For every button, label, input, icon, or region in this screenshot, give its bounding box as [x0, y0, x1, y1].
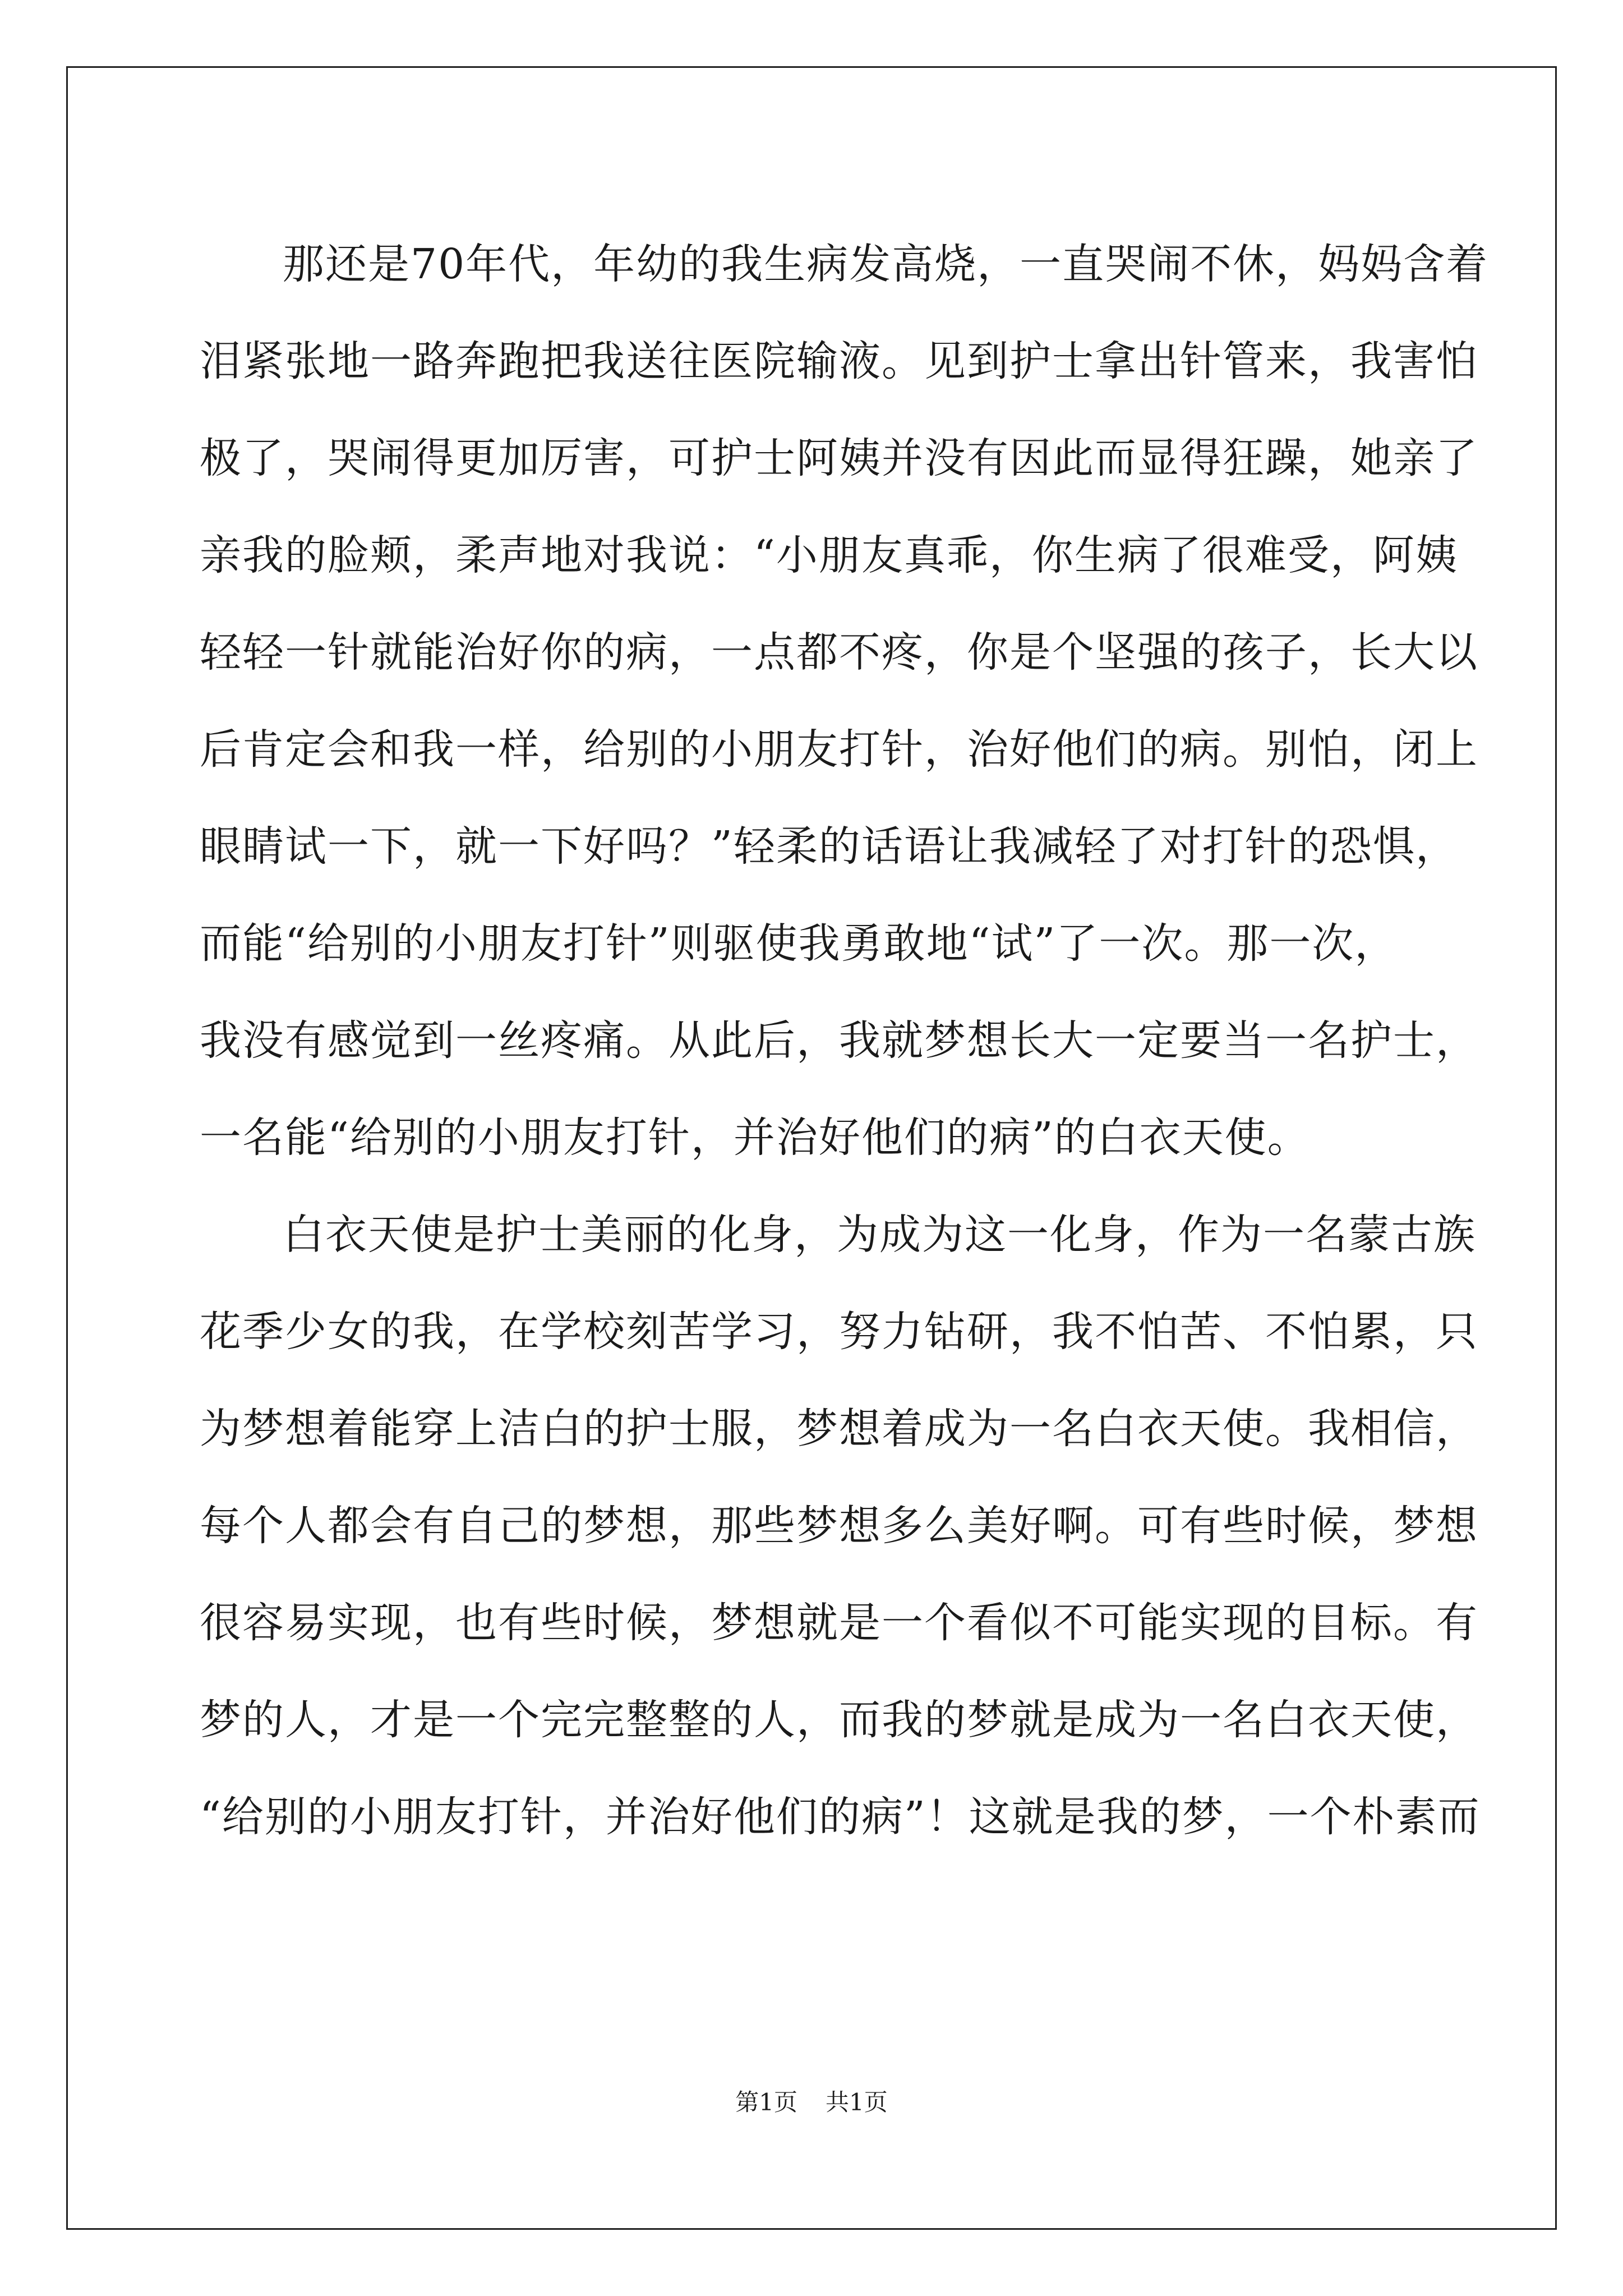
paragraph-2-line-2: 花季少女的我，在学校刻苦学习，努力钻研，我不怕苦、不怕累，只	[200, 1308, 1478, 1356]
paragraph-1-line-10: 一名能“给别的小朋友打针，并治好他们的病”的白衣天使。	[200, 1114, 1310, 1162]
paragraph-1-line-3: 极了，哭闹得更加厉害，可护士阿姨并没有因此而显得狂躁，她亲了	[200, 434, 1478, 482]
paragraph-2-line-3: 为梦想着能穿上洁白的护士服，梦想着成为一名白衣天使。我相信，	[200, 1405, 1478, 1453]
paragraph-2-line-6: 梦的人，才是一个完完整整的人，而我的梦就是成为一名白衣天使，	[200, 1696, 1478, 1744]
paragraph-2-line-5: 很容易实现，也有些时候，梦想就是一个看似不可能实现的目标。有	[200, 1599, 1478, 1647]
paragraph-1-line-5: 轻轻一针就能治好你的病，一点都不疼，你是个坚强的孩子，长大以	[200, 628, 1478, 677]
paragraph-2-line-4: 每个人都会有自己的梦想，那些梦想多么美好啊。可有些时候，梦想	[200, 1502, 1478, 1550]
page-footer	[0, 2086, 1623, 2119]
paragraph-1-line-1: 那还是70年代，年幼的我生病发高烧，一直哭闹不休，妈妈含着	[283, 240, 1489, 288]
page-number-total: 共1页	[826, 2088, 888, 2116]
paragraph-1-line-8: 而能“给别的小朋友打针”则驱使我勇敢地“试”了一次。那一次，	[200, 919, 1398, 968]
page-number-current: 第1页	[735, 2088, 797, 2116]
document-body	[200, 216, 1489, 1866]
paragraph-2-line-1: 白衣天使是护士美丽的化身，为成为这一化身，作为一名蒙古族	[283, 1211, 1476, 1259]
paragraph-1-line-2: 泪紧张地一路奔跑把我送往医院输液。见到护士拿出针管来，我害怕	[200, 337, 1478, 385]
paragraph-1-line-7: 眼睛试一下，就一下好吗？”轻柔的话语让我减轻了对打针的恐惧，	[200, 822, 1458, 871]
paragraph-2-line-7: “给别的小朋友打针，并治好他们的病”！这就是我的梦，一个朴素而	[200, 1793, 1481, 1841]
paragraph-1-line-6: 后肯定会和我一样，给别的小朋友打针，治好他们的病。别怕，闭上	[200, 725, 1478, 774]
paragraph-1-line-4: 亲我的脸颊，柔声地对我说：“小朋友真乖，你生病了很难受，阿姨	[200, 531, 1458, 579]
paragraph-1-line-9: 我没有感觉到一丝疼痛。从此后，我就梦想长大一定要当一名护士，	[200, 1016, 1478, 1065]
